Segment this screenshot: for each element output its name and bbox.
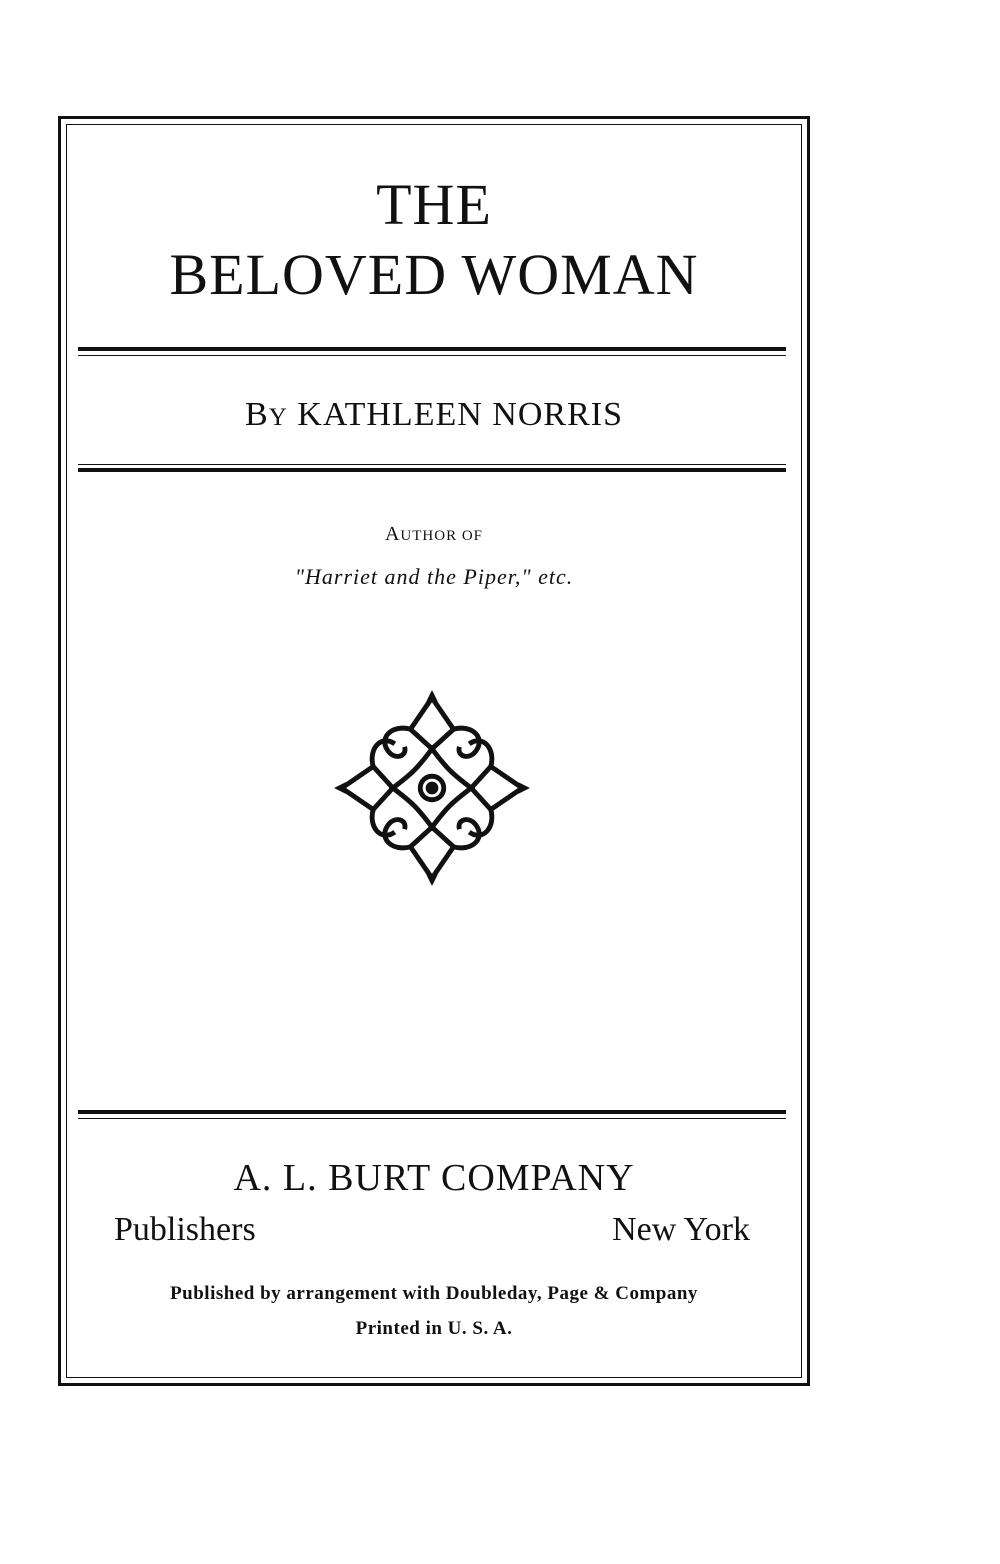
publisher-role: Publishers — [114, 1211, 256, 1248]
rule-mid-thick — [78, 468, 786, 472]
title-block — [66, 170, 802, 310]
author-name: KATHLEEN NORRIS — [297, 396, 623, 433]
ornamental-fleuron-icon — [334, 690, 530, 886]
rule-top-thick — [78, 347, 786, 351]
author-of-initial: A — [384, 523, 401, 545]
rule-top-thin — [78, 355, 786, 356]
title-line-1: THE — [376, 172, 492, 237]
byline-by-initial: B — [245, 396, 269, 433]
rule-bottom-thin — [78, 1118, 786, 1119]
printed-note: Printed in U. S. A. — [355, 1318, 513, 1339]
publisher-name: A. L. BURT COMPANY — [233, 1157, 635, 1199]
rule-bottom-thick — [78, 1110, 786, 1114]
byline — [66, 396, 802, 434]
arrangement-note: Published by arrangement with Doubleday, Page & Company — [170, 1283, 698, 1304]
title-line-2: BELOVED WOMAN — [169, 242, 699, 307]
author-of-label — [66, 523, 802, 546]
byline-by-rest: Y — [268, 404, 288, 431]
publisher-city: New York — [612, 1211, 750, 1248]
rule-mid-thin — [78, 464, 786, 465]
author-of-rest: UTHOR OF — [400, 528, 484, 544]
previous-works: "Harriet and the Piper," etc. — [294, 564, 574, 589]
